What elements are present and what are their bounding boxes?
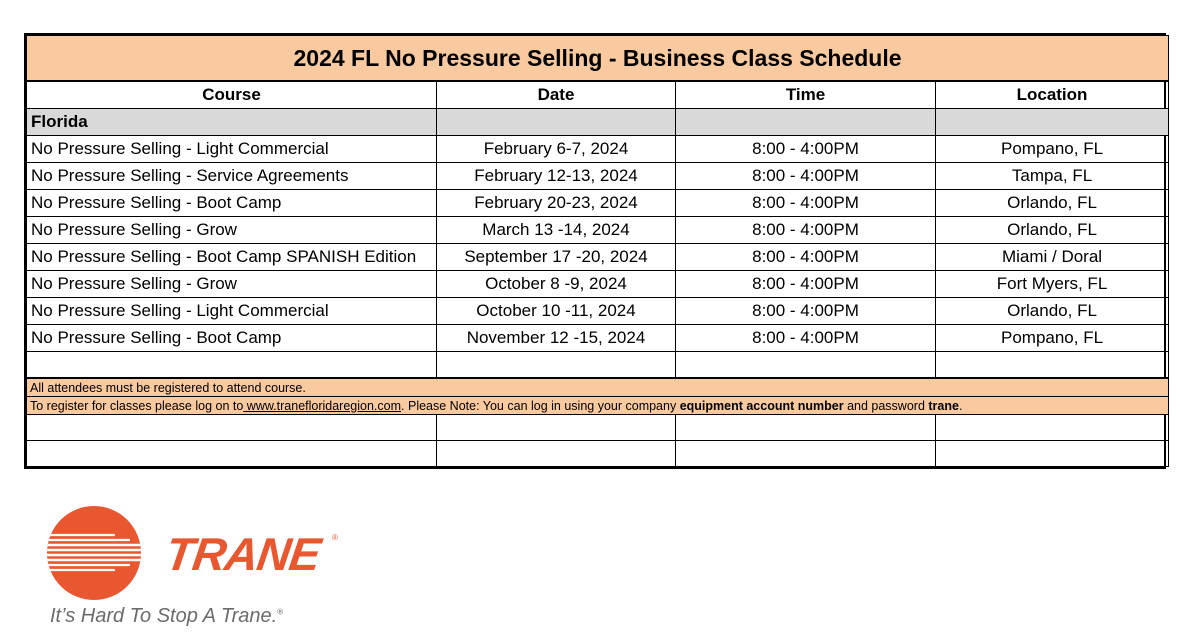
- date-cell: September 17 -20, 2024: [437, 244, 676, 271]
- trane-logo: [44, 505, 374, 635]
- note-row-registered: [27, 378, 1169, 397]
- course-cell: No Pressure Selling - Grow: [27, 271, 437, 298]
- blank-cell: [437, 415, 676, 441]
- blank-cell: [936, 352, 1169, 379]
- schedule-sheet: [24, 33, 1166, 469]
- title-row: [27, 36, 1169, 82]
- blank-row: [27, 352, 1169, 379]
- region-label: Florida: [27, 109, 437, 136]
- date-cell: October 8 -9, 2024: [437, 271, 676, 298]
- blank-cell: [676, 415, 936, 441]
- table-row: [27, 217, 1169, 244]
- table-row: [27, 190, 1169, 217]
- note-row-register: [27, 397, 1169, 415]
- note-register-prefix: To register for classes please log on to: [30, 398, 244, 413]
- blank-cell: [27, 415, 437, 441]
- column-header-course: Course: [27, 81, 437, 109]
- time-cell: 8:00 - 4:00PM: [676, 163, 936, 190]
- region-row: [27, 109, 1169, 136]
- location-cell: Miami / Doral: [936, 244, 1169, 271]
- note-registered: All attendees must be registered to attend course.: [27, 378, 1169, 397]
- blank-row: [27, 441, 1169, 467]
- table-row: [27, 271, 1169, 298]
- location-cell: Orlando, FL: [936, 190, 1169, 217]
- course-cell: No Pressure Selling - Light Commercial: [27, 298, 437, 325]
- table-row: [27, 298, 1169, 325]
- date-cell: February 6-7, 2024: [437, 136, 676, 163]
- time-cell: 8:00 - 4:00PM: [676, 271, 936, 298]
- blank-cell: [27, 352, 437, 379]
- schedule-table: [26, 35, 1169, 467]
- date-cell: February 20-23, 2024: [437, 190, 676, 217]
- tagline-text: It’s Hard To Stop A Trane.: [50, 605, 278, 627]
- column-header-location: Location: [936, 81, 1169, 109]
- column-header-time: Time: [676, 81, 936, 109]
- note-register-bold2: trane: [928, 398, 959, 413]
- trane-wordmark: TRANE: [162, 528, 324, 580]
- date-cell: March 13 -14, 2024: [437, 217, 676, 244]
- trane-tagline: [50, 605, 283, 628]
- note-register-middle: . Please Note: You can log in using your company: [401, 398, 680, 413]
- note-register: [27, 397, 1169, 415]
- date-cell: November 12 -15, 2024: [437, 325, 676, 352]
- course-cell: No Pressure Selling - Light Commercial: [27, 136, 437, 163]
- blank-cell: [676, 441, 936, 467]
- blank-cell: [437, 441, 676, 467]
- course-cell: No Pressure Selling - Boot Camp: [27, 190, 437, 217]
- schedule-rows: [27, 136, 1169, 352]
- location-cell: Pompano, FL: [936, 325, 1169, 352]
- location-cell: Fort Myers, FL: [936, 271, 1169, 298]
- date-cell: October 10 -11, 2024: [437, 298, 676, 325]
- blank-cell: [27, 441, 437, 467]
- register-link[interactable]: www.tranefloridaregion.com: [243, 398, 402, 413]
- column-header-date: Date: [437, 81, 676, 109]
- location-cell: Tampa, FL: [936, 163, 1169, 190]
- time-cell: 8:00 - 4:00PM: [676, 190, 936, 217]
- time-cell: 8:00 - 4:00PM: [676, 325, 936, 352]
- blank-cell: [936, 441, 1169, 467]
- time-cell: 8:00 - 4:00PM: [676, 136, 936, 163]
- time-cell: 8:00 - 4:00PM: [676, 244, 936, 271]
- course-cell: No Pressure Selling - Grow: [27, 217, 437, 244]
- date-cell: February 12-13, 2024: [437, 163, 676, 190]
- header-row: [27, 81, 1169, 109]
- note-register-end: .: [958, 398, 963, 413]
- region-cell: [936, 109, 1169, 136]
- blank-row: [27, 415, 1169, 441]
- course-cell: No Pressure Selling - Boot Camp SPANISH Edition: [27, 244, 437, 271]
- course-cell: No Pressure Selling - Boot Camp: [27, 325, 437, 352]
- region-cell: [676, 109, 936, 136]
- schedule-title: 2024 FL No Pressure Selling - Business Class Schedule: [27, 36, 1169, 82]
- blank-cell: [936, 415, 1169, 441]
- table-row: [27, 163, 1169, 190]
- location-cell: Orlando, FL: [936, 298, 1169, 325]
- blank-cell: [437, 352, 676, 379]
- region-cell: [437, 109, 676, 136]
- table-row: [27, 325, 1169, 352]
- blank-cell: [676, 352, 936, 379]
- course-cell: No Pressure Selling - Service Agreements: [27, 163, 437, 190]
- note-register-and: and password: [843, 398, 929, 413]
- tagline-mark: ®: [277, 607, 284, 617]
- note-register-bold1: equipment account number: [679, 398, 844, 413]
- table-row: [27, 136, 1169, 163]
- location-cell: Orlando, FL: [936, 217, 1169, 244]
- registered-mark: ®: [332, 533, 338, 542]
- table-row: [27, 244, 1169, 271]
- time-cell: 8:00 - 4:00PM: [676, 217, 936, 244]
- location-cell: Pompano, FL: [936, 136, 1169, 163]
- trane-circle-icon: [44, 505, 154, 605]
- time-cell: 8:00 - 4:00PM: [676, 298, 936, 325]
